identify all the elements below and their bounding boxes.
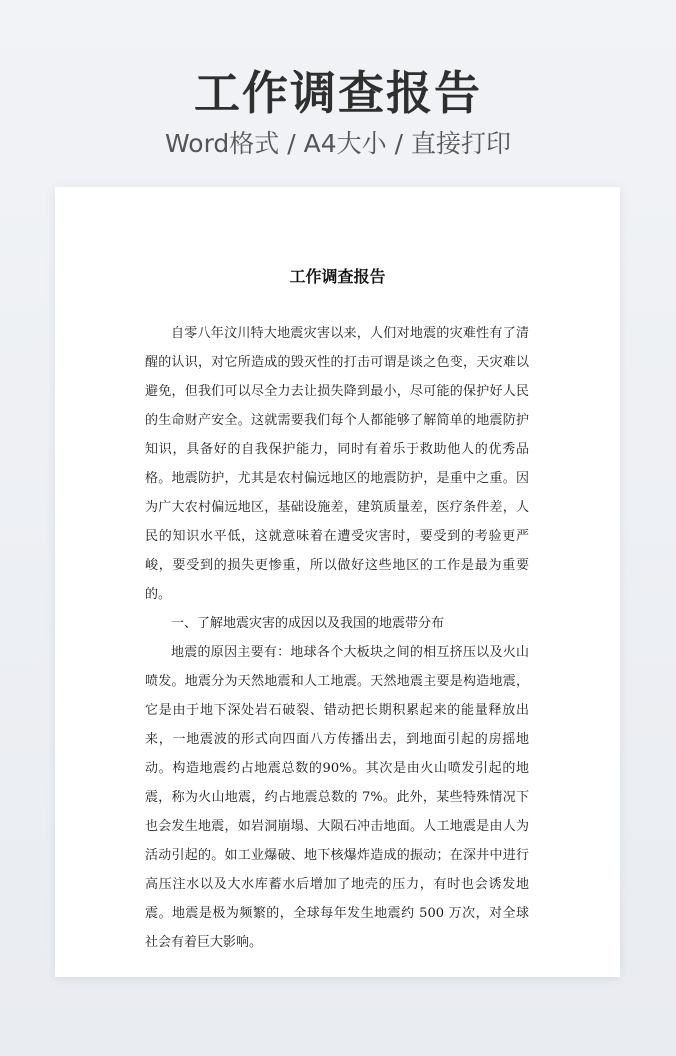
document-body <box>145 319 529 957</box>
cause-paragraph: 地震的原因主要有：地球各个大板块之间的相互挤压以及火山喷发。地震分为天然地震和人工地震。天然地震主要是构造地震，它是由于地下深处岩石破裂、错动把长期积累起来的能量释放出来，一地震波的形式向四面八方传播出去，到地面引起的房摇地动。构造地震约占地震总数的90%。其次是由火山喷发引起的地震，称为火山地震，约占地震总数的 7%。此外，某些特殊情况下也会发生地震，如岩洞崩塌、大陨石冲击地面。人工地震是由人为活动引起的。如工业爆破、地下核爆炸造成的振动；在深井中进行高压注水以及大水库蓄水后增加了地壳的压力，有时也会诱发地震。地震是极为频繁的，全球每年发生地震约 500 万次，对全球社会有着巨大影响。 <box>145 645 529 950</box>
intro-paragraph: 自零八年汶川特大地震灾害以来，人们对地震的灾难性有了清醒的认识，对它所造成的毁灭性的打击可谓是谈之色变，天灾难以避免，但我们可以尽全力去让损失降到最小，尽可能的保护好人民的生命财产安全。这就需要我们每个人都能够了解简单的地震防护知识，具备好的自我保护能力，同时有着乐于救助他人的优秀品格。地震防护，尤其是农村偏远地区的地震防护，是重中之重。因为广大农村偏远地区，基础设施差，建筑质量差，医疗条件差，人民的知识水平低，这就意味着在遭受灾害时，要受到的考验更严峻，要受到的损失更惨重，所以做好这些地区的工作是最为重要的。 <box>145 326 529 602</box>
document-title: 工作调查报告 <box>289 267 386 286</box>
section-heading: 一、了解地震灾害的成因以及我国的地震带分布 <box>171 616 445 631</box>
banner-subtitle: Word格式 / A4大小 / 直接打印 <box>165 129 511 158</box>
banner-title: 工作调查报告 <box>194 66 482 120</box>
document-page <box>55 187 620 977</box>
banner <box>0 58 676 160</box>
